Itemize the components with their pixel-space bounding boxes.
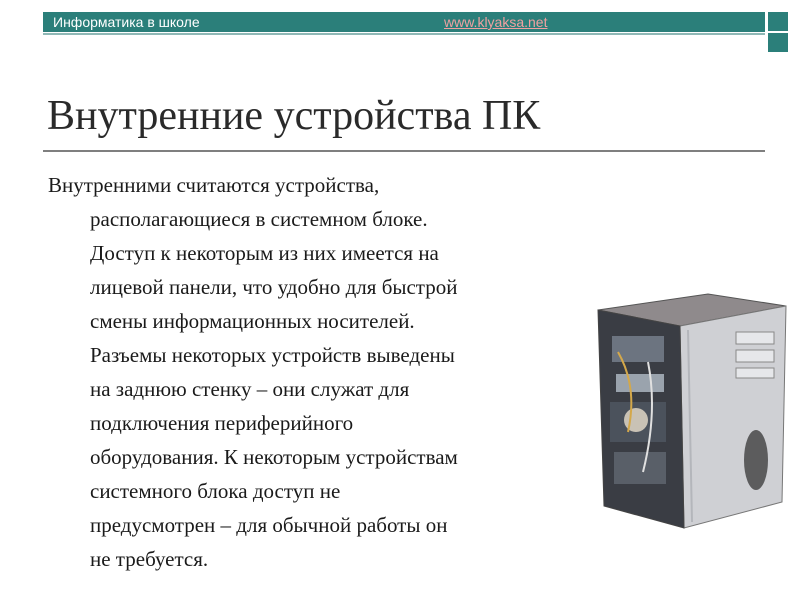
body-line: на заднюю стенку – они служат для — [90, 377, 410, 401]
body-line: смены информационных носителей. — [90, 309, 415, 333]
body-line: лицевой панели, что удобно для быстрой — [90, 275, 458, 299]
corner-square-bottom — [768, 32, 788, 52]
site-link[interactable]: www.klyaksa.net — [444, 14, 548, 30]
body-line: Разъемы некоторых устройств выведены — [90, 343, 455, 367]
title-divider — [43, 150, 765, 152]
pc-system-unit-icon — [588, 292, 788, 532]
corner-square-top — [768, 12, 788, 32]
body-line: оборудования. К некоторым устройствам — [90, 445, 458, 469]
slide-body — [48, 168, 608, 576]
body-line: предусмотрен – для обычной работы он — [90, 513, 448, 537]
body-line: Доступ к некоторым из них имеется на — [90, 241, 439, 265]
body-line: системного блока доступ не — [90, 479, 341, 503]
body-line: располагающиеся в системном блоке. — [90, 207, 428, 231]
body-line: не требуется. — [90, 547, 209, 571]
body-line: подключения периферийного — [90, 411, 354, 435]
site-name: Информатика в школе — [53, 14, 200, 30]
slide-title: Внутренние устройства ПК — [47, 93, 541, 139]
corner-divider — [768, 31, 788, 33]
header-underline — [43, 33, 765, 35]
body-line: Внутренними считаются устройства, — [48, 173, 380, 197]
